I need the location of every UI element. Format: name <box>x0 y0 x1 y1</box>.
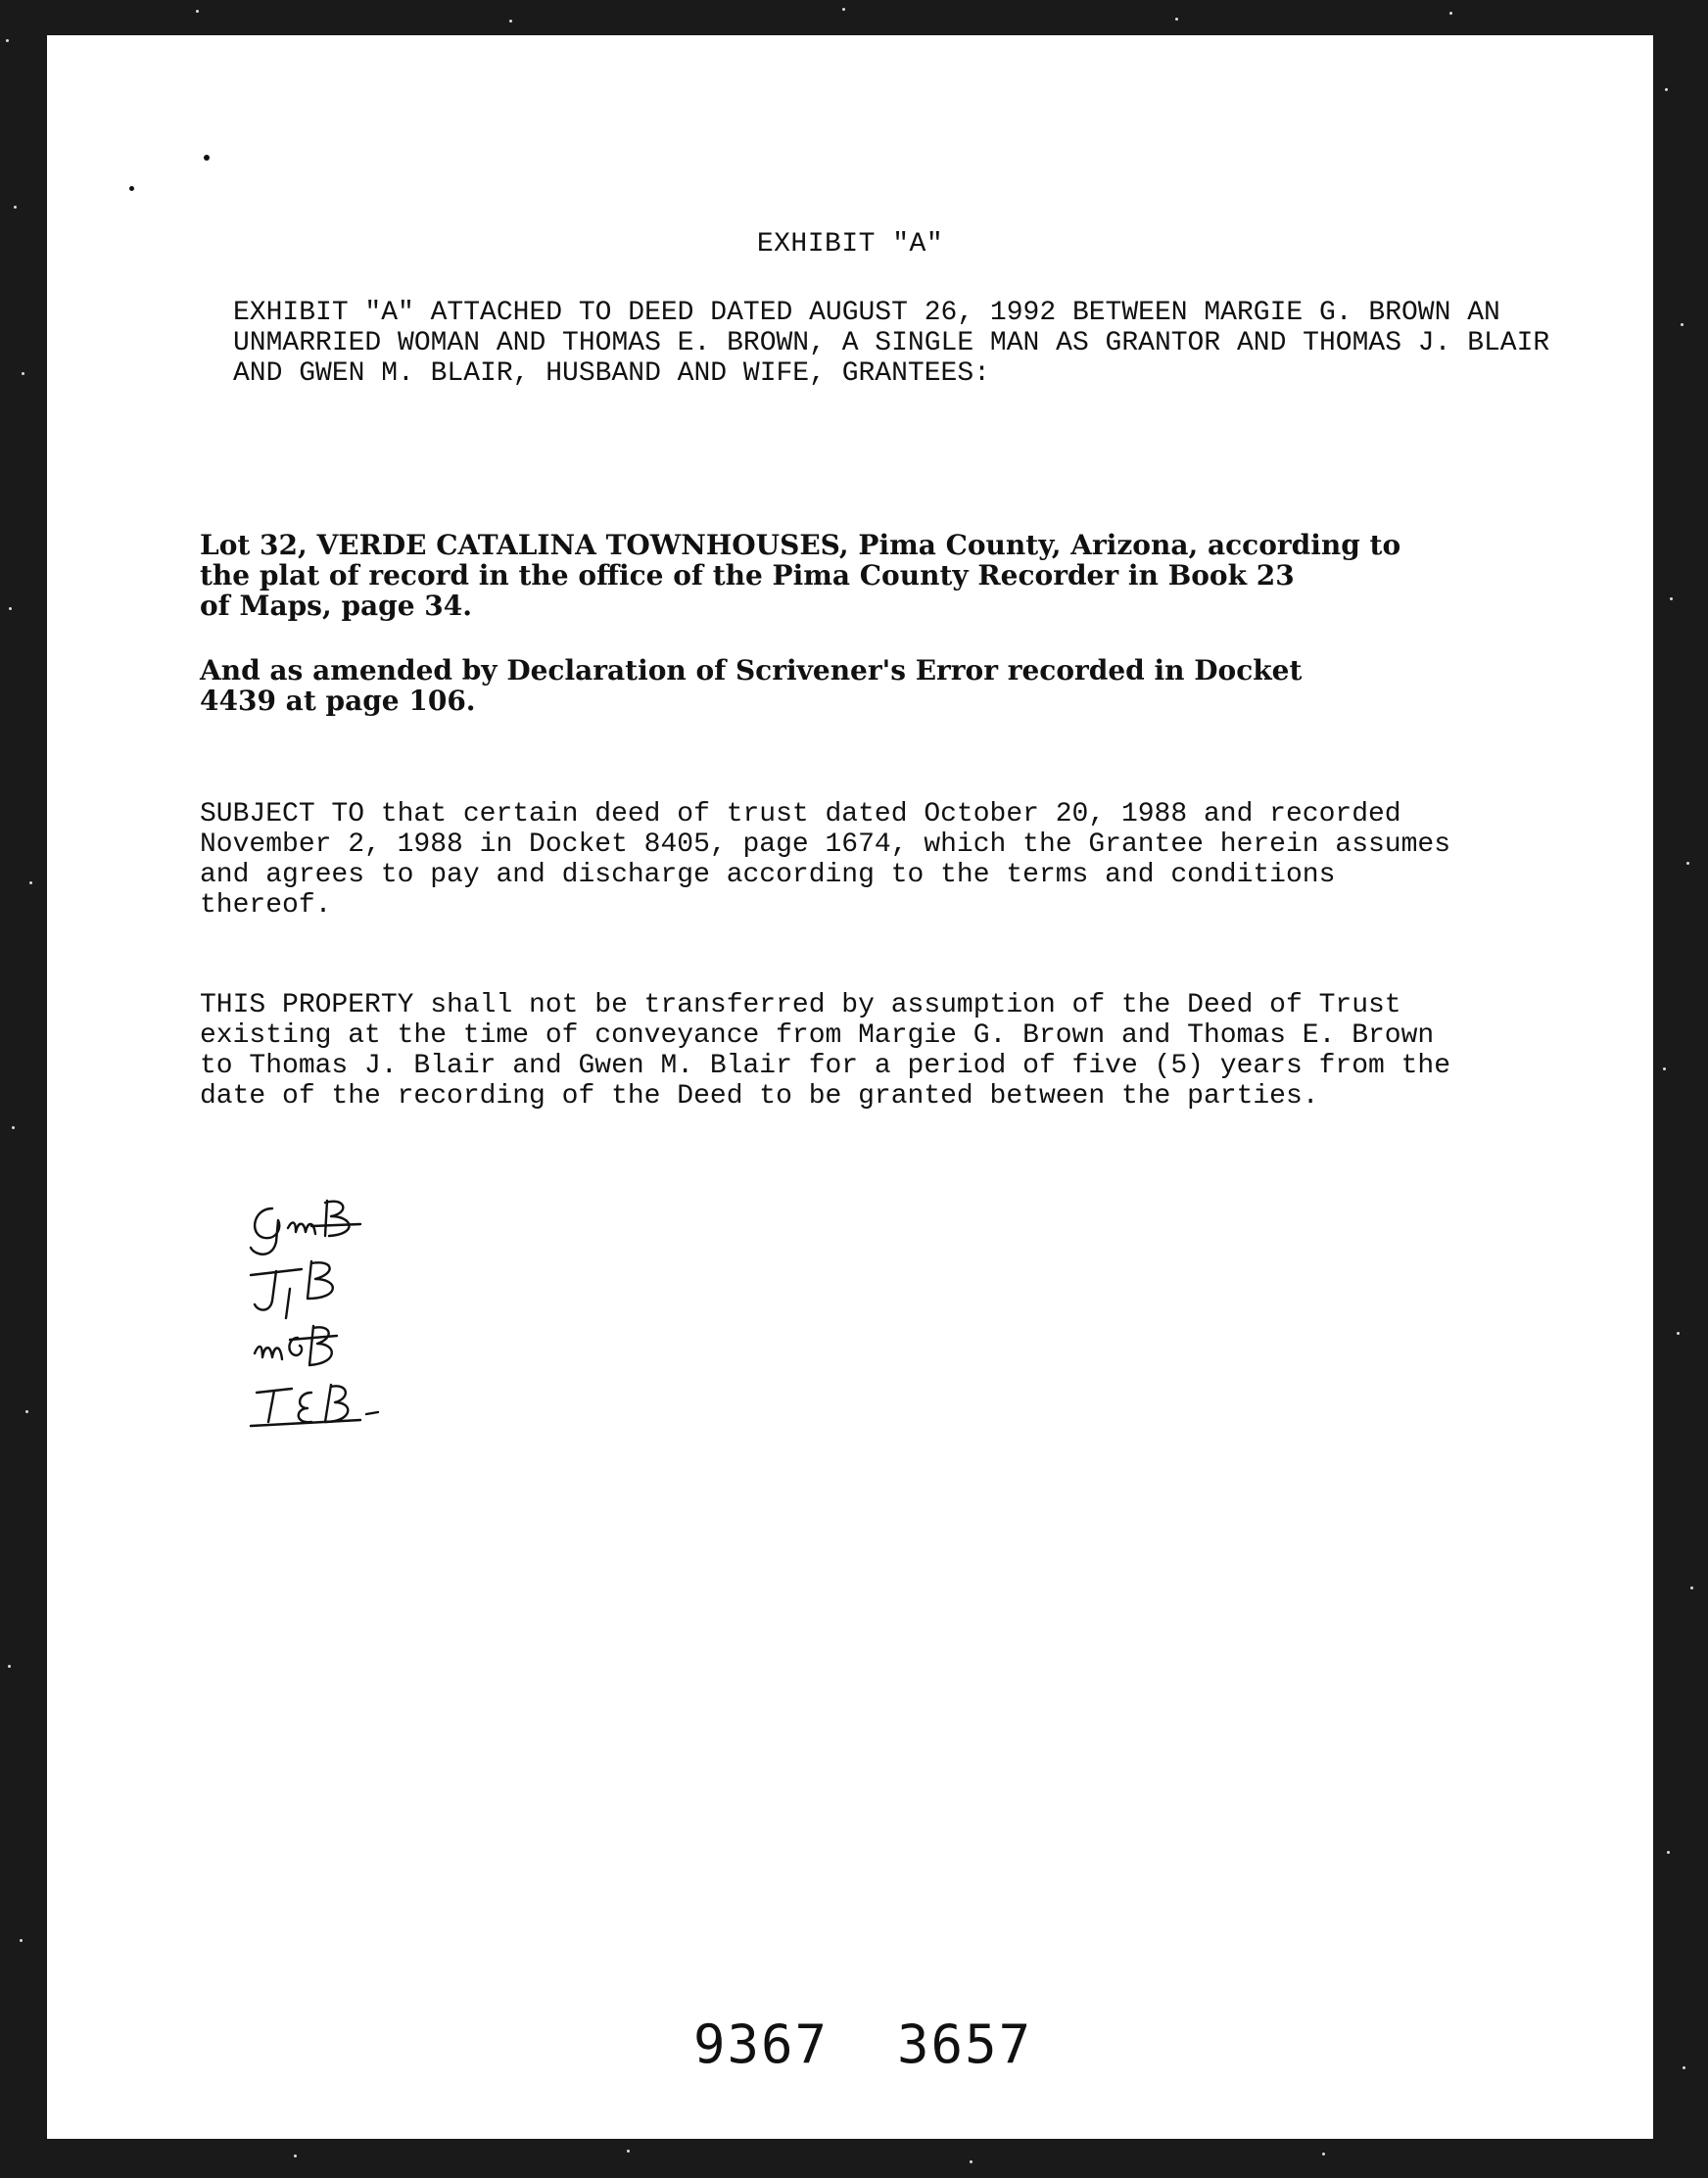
recording-numbers <box>693 2013 1101 2075</box>
amendment-paragraph: And as amended by Declaration of Scrivener's Error recorded in Docket 4439 at page 106. <box>200 654 1303 717</box>
legal-description-paragraph: Lot 32, VERDE CATALINA TOWNHOUSES, Pima County, Arizona, according to the plat of record in the office of the Pima County Recorder in Book 23 of Maps, page 34. <box>200 529 1401 622</box>
subject-to-paragraph: SUBJECT TO that certain deed of trust dated October 20, 1988 and recorded November 2, 1988 in Docket 8405, page 1674, which the Grantee herein assumes and agrees to pay and discharge according to the terms and conditions thereof. <box>200 799 1451 921</box>
handwritten-initials <box>243 1191 498 1455</box>
page-number: 3657 <box>897 2013 1033 2075</box>
exhibit-heading: EXHIBIT "A" <box>756 229 944 260</box>
scan-speck <box>204 155 210 161</box>
document-page <box>47 35 1653 2139</box>
property-clause-paragraph: THIS PROPERTY shall not be transferred by assumption of the Deed of Trust existing at the time of conveyance from Margie G. Brown and Thomas E. Brown to Thomas J. Blair and Gwen M. Blair for a period of five (5) years from the date of the recording of the Deed to be granted between the parties. <box>200 990 1451 1112</box>
docket-number: 9367 <box>693 2013 830 2075</box>
scan-speck <box>129 186 134 191</box>
exhibit-intro-paragraph: EXHIBIT "A" ATTACHED TO DEED DATED AUGUST 26, 1992 BETWEEN MARGIE G. BROWN AN UNMARRIED WOMAN AND THOMAS E. BROWN, A SINGLE MAN AS GRANTOR AND THOMAS J. BLAIR AND GWEN M. BLAIR, HUSBAND AND WIFE, GRANTEES: <box>233 298 1550 389</box>
